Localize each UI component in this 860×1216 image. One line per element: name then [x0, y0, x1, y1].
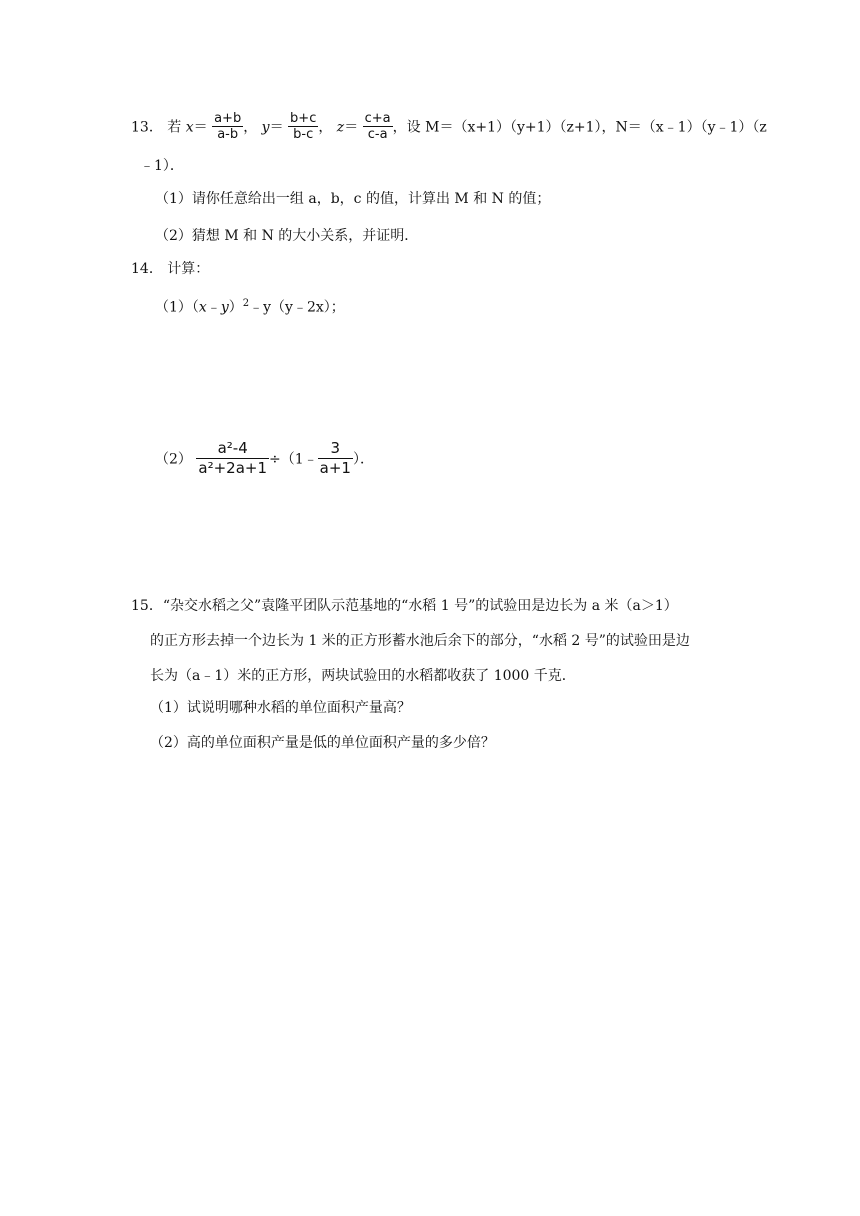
q13-z-var: z [336, 119, 345, 136]
q15-part2: （2）高的单位面积产量是低的单位面积产量的多少倍？ [150, 735, 495, 751]
q14-part2 [155, 440, 374, 479]
q13-part1: （1）请你任意给出一组 a，b，c 的值，计算出 M 和 N 的值； [155, 191, 551, 207]
fraction-x-numerator: a+b [214, 111, 242, 126]
fraction-y-denominator: b-c [293, 127, 314, 142]
comma: ， [243, 119, 258, 136]
q13-part2: （2）猜想 M 和 N 的大小关系，并证明． [155, 228, 419, 244]
fraction-y [288, 111, 318, 142]
comma: ， [318, 119, 333, 136]
q13-continuation: ﹣1）． [140, 158, 184, 174]
q14-part2-tail: ）． [352, 451, 374, 468]
equals-sign: ＝ [269, 119, 284, 136]
q13-if: 若 [167, 119, 182, 136]
q14-number: 14． [131, 261, 163, 277]
fraction-three [318, 439, 353, 478]
fraction-x [212, 111, 243, 142]
q15-part1: （1）试说明哪种水稻的单位面积产量高？ [150, 700, 411, 716]
fraction-z-numerator: c+a [364, 111, 391, 126]
fraction-three-numerator: 3 [318, 439, 353, 459]
exponent: 2 [242, 298, 250, 309]
q15-line3: 长为（a﹣1）米的正方形，两块试验田的水稻都收获了 1000 千克． [150, 668, 576, 684]
q13-number: 13． [131, 119, 163, 136]
q13-y-var: y [261, 119, 270, 136]
var-x: x [198, 299, 207, 316]
fraction-z-denominator: c-a [367, 127, 388, 142]
q14-part2-prefix: （2） [155, 451, 192, 468]
fraction-a-numerator: a²-4 [196, 439, 269, 459]
fraction-a-denominator: a²+2a+1 [198, 459, 267, 477]
close-paren: ） [228, 299, 243, 316]
equals-sign: ＝ [193, 119, 208, 136]
q14-part1-prefix: （1）（ [155, 299, 199, 316]
q13-x-var: x [185, 119, 194, 136]
fraction-y-numerator: b+c [290, 111, 317, 126]
q14-part1-tail: ﹣y（y﹣2x）； [249, 299, 345, 316]
q14-part1 [155, 293, 345, 319]
q13-tail: ，设 M＝（x+1）（y+1）（z+1），N＝（x﹣1）（y﹣1）（z [392, 119, 767, 136]
q15-line1: 15．“杂交水稻之父”袁隆平团队示范基地的“水稻 1 号”的试验田是边长为 a 米（a＞1） [131, 598, 678, 614]
fraction-x-denominator: a-b [217, 127, 239, 142]
minus-sign: ﹣ [206, 299, 221, 316]
fraction-three-denominator: a+1 [319, 459, 351, 477]
fraction-a-expression [196, 439, 269, 478]
q14-title: 计算： [167, 261, 210, 277]
division-expression: ÷（1﹣ [269, 451, 318, 468]
var-y: y [220, 299, 229, 316]
fraction-z [363, 111, 393, 142]
q14-heading [131, 258, 209, 280]
q15-line2: 的正方形去掉一个边长为 1 米的正方形蓄水池后余下的部分，“水稻 2 号”的试验田是边 [150, 633, 690, 649]
equals-sign: ＝ [344, 119, 359, 136]
q13-line1 [131, 112, 767, 143]
